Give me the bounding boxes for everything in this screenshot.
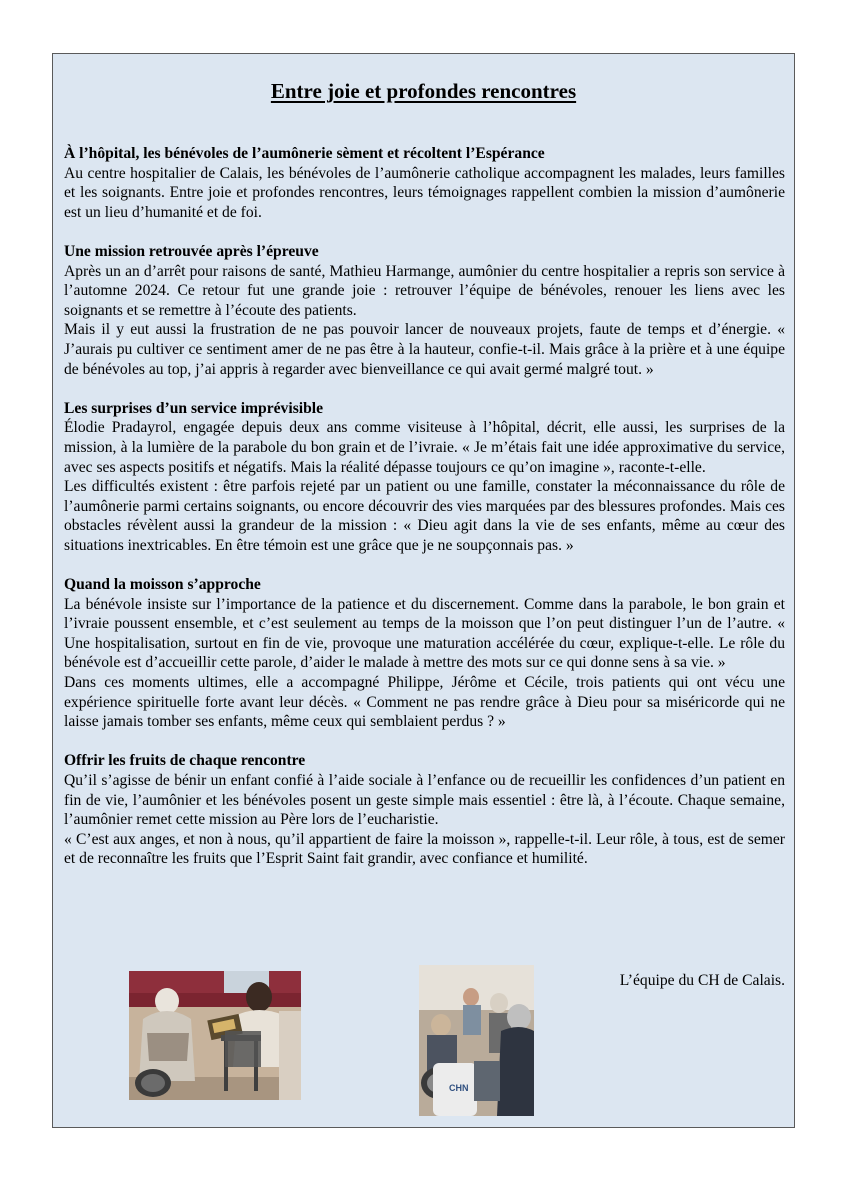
article-title [53, 79, 794, 104]
section-heading: Les surprises d’un service imprévisible [64, 399, 324, 417]
photo-group-patients [419, 965, 534, 1116]
section-fruits [64, 751, 785, 869]
section-paragraph: Après un an d’arrêt pour raisons de santé, Mathieu Harmange, aumônier du centre hospitalier a repris son service à l’automne 2024. Ce retour fut une grande joie : retrouver l’équipe de bénévoles, renouer les liens avec les soignants et se remettre à l’écoute des patients. [64, 262, 785, 319]
photo-visit-table [129, 971, 301, 1100]
section-paragraph: « C’est aux anges, et non à nous, qu’il appartient de faire la moisson », rappelle-t-il. Leur rôle, à tous, est de semer et de reconnaître les fruits que l’Esprit Saint fait grandir, avec confiance et humilité. [64, 830, 785, 868]
photo-visit-table-image [129, 971, 301, 1100]
article-panel [52, 53, 795, 1128]
section-paragraph: Au centre hospitalier de Calais, les bénévoles de l’aumônerie catholique accompagnent les malades, leurs familles et les soignants. Entre joie et profondes rencontres, leurs témoignages rappellent combien la mission d’aumônerie est un lieu d’humanité et de foi. [64, 164, 785, 221]
section-paragraph: Les difficultés existent : être parfois rejeté par un patient ou une famille, constater la méconnaissance du rôle de l’aumônerie parmi certains soignants, ou encore découvrir des vies marquées par des blessures profondes. Mais ces obstacles révèlent aussi la grandeur de la mission : « Dieu agit dans la vie de ses enfants, même au cœur des situations inextricables. En être témoin est une grâce que je ne soupçonnais pas. » [64, 478, 785, 554]
section-paragraph: Élodie Pradayrol, engagée depuis deux ans comme visiteuse à l’hôpital, décrit, elle aussi, les surprises de la mission, à la lumière de la parabole du bon grain et de l’ivraie. « Je m’étais fait une idée approximative du service, avec ses aspects positifs et négatifs. Mais la réalité dépasse toujours ce qu’on imagine », raconte-t-elle. [64, 419, 785, 476]
article-body [64, 144, 785, 889]
section-surprises [64, 399, 785, 556]
section-intro [64, 144, 785, 222]
section-paragraph: Qu’il s’agisse de bénir un enfant confié à l’aide sociale à l’enfance ou de recueillir les confidences d’un patient en fin de vie, l’aumônier et les bénévoles posent un geste simple mais essentiel : être là, à l’écoute. Chaque semaine, l’aumônier remet cette mission au Père lors de l’eucharistie. [64, 772, 785, 829]
article-title-text: Entre joie et profondes rencontres [270, 79, 577, 103]
photo-group-patients-image [419, 965, 534, 1116]
section-heading: Une mission retrouvée après l’épreuve [64, 242, 319, 260]
section-paragraph: Mais il y eut aussi la frustration de ne pas pouvoir lancer de nouveaux projets, faute de temps et d’énergie. « J’aurais pu cultiver ce sentiment amer de ne pas être à la hauteur, confie-t-il. Mais grâce à la prière et à une équipe de bénévoles au top, j’ai appris à regarder avec bienveillance ce qui avait germé malgré tout. » [64, 321, 785, 378]
signature: L’équipe du CH de Calais. [619, 972, 785, 989]
photo-shirt-text: CHN [449, 1083, 469, 1093]
section-heading: À l’hôpital, les bénévoles de l’aumônerie sèment et récoltent l’Espérance [64, 145, 545, 162]
section-heading: Offrir les fruits de chaque rencontre [64, 752, 306, 770]
section-mission [64, 242, 785, 379]
section-moisson [64, 575, 785, 732]
section-paragraph: Dans ces moments ultimes, elle a accompagné Philippe, Jérôme et Cécile, trois patients qui ont vécu une expérience spirituelle forte avant leur décès. « Comment ne pas rendre grâce à Dieu pour sa miséricorde qui ne laisse jamais tomber ses enfants, même ceux qui semblaient perdus ? » [64, 674, 785, 731]
section-heading: Quand la moisson s’approche [64, 576, 261, 594]
section-paragraph: La bénévole insiste sur l’importance de la patience et du discernement. Comme dans la parabole, le bon grain et l’ivraie poussent ensemble, et c’est seulement au temps de la moisson que l’on peut distinguer l’un de l’autre. « Une hospitalisation, surtout en fin de vie, provoque une maturation accélérée du cœur, explique-t-elle. Le rôle du bénévole est d’accueillir cette parole, d’aider le malade à mettre des mots sur ce qui donne sens à sa vie. » [64, 595, 785, 672]
